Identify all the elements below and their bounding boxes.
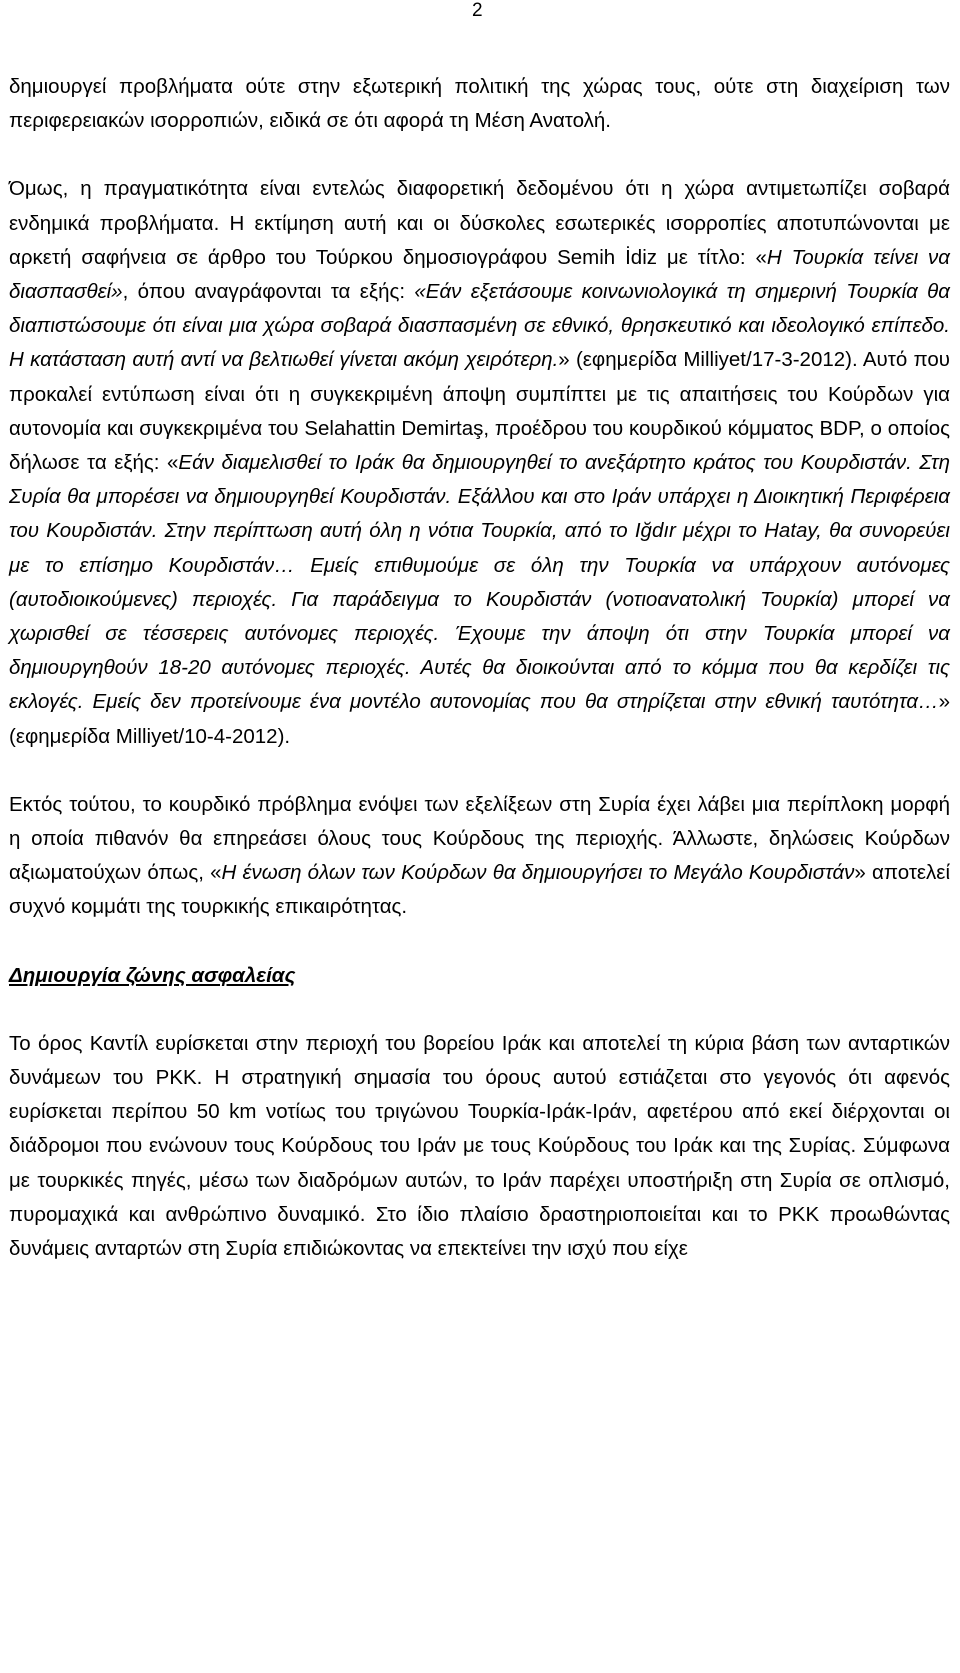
text-run: Όμως, η πραγματικότητα είναι εντελώς διαφορετική δεδομένου ότι η χώρα αντιμετωπίζει σοβαρά ενδημικά προβλήματα. Η εκτίμηση αυτή και οι δύσκολες εσωτερικές ισορροπίες αποτυπώνονται με αρκετή σαφήνεια σε άρθρο του Τούρκου δημοσιογράφου Semih İdiz με τίτλο: « bbox=[9, 177, 950, 269]
italic-quote-text: «Εάν εξετάσουμε κοινωνιολογικά τη σημερινή Τουρκία θα διαπιστώσουμε ότι είναι μια χώρα σοβαρά διασπασμένη σε εθνικό, θρησκευτικό και ιδεολογικό επίπεδο. Η κατάσταση αυτή αντί να βελτιωθεί γίνεται ακόμη χειρότερη. bbox=[9, 280, 950, 372]
italic-quote-text: Η ένωση όλων των Κούρδων θα δημιουργήσει το Μεγάλο Κουρδιστάν bbox=[221, 861, 855, 885]
text-run: » (εφημερίδα Milliyet/10-4-2012). bbox=[9, 690, 950, 748]
text-run: » (εφημερίδα Milliyet/17-3-2012). Αυτό που προκαλεί εντύπωση είναι ότι η συγκεκριμένη άποψη συμπίπτει με τις απαιτήσεις του Κούρδων για αυτονομία και συγκεκριμένα του Selahattin Demirtaş, προέδρου του κουρδικού κόμματος BDP, ο οποίος δήλωσε τα εξής: « bbox=[9, 348, 950, 475]
paragraph bbox=[9, 70, 950, 138]
text-run: Εκτός τούτου, το κουρδικό πρόβλημα ενόψει των εξελίξεων στη Συρία έχει λάβει μια περίπλοκη μορφή η οποία πιθανόν θα επηρεάσει όλους τους Κούρδους της περιοχής. Άλλωστε, δηλώσεις Κούρδων αξιωματούχων όπως, « bbox=[9, 792, 950, 885]
text-run: Το όρος Καντίλ ευρίσκεται στην περιοχή του βορείου Ιράκ και αποτελεί τη κύρια βάση των ανταρτικών δυνάμεων του PKK. Η στρατηγική σημασία του όρους αυτού εστιάζεται στο γεγονός ότι αφενός ευρίσκεται περίπου 50 km νοτίως του τριγώνου Τουρκία-Ιράκ-Ιράν, αφετέρου από εκεί διέρχονται οι διάδρομοι που ενώνουν τους Κούρδους του Ιράν με τους Κούρδους του Ιράκ και της Συρίας. Σύμφωνα με τουρκικές πηγές, μέσω των διαδρόμων αυτών, το Ιράν παρέχει υποστήριξη στη Συρία σε οπλισμό, πυρομαχικά και ανθρώπινο δυναμικό. Στο ίδιο πλαίσιο δραστηριοποιείται και το PKK προωθώντας δυνάμεις ανταρτών στη Συρία επιδιώκοντας να επεκτείνει την ισχύ που είχε bbox=[9, 1031, 950, 1261]
paragraph bbox=[9, 788, 950, 925]
text-run: » αποτελεί συχνό κομμάτι της τουρκικής επικαιρότητας. bbox=[9, 861, 950, 919]
page-number: 2 bbox=[472, 0, 483, 21]
section-heading: Δημιουργία ζώνης ασφαλείας bbox=[9, 963, 296, 987]
text-run: , όπου αναγράφονται τα εξής: bbox=[122, 280, 415, 304]
italic-quote-text: Η Τουρκία τείνει να διασπασθεί» bbox=[9, 245, 950, 304]
paragraph bbox=[9, 172, 950, 753]
paragraph bbox=[9, 1027, 950, 1266]
italic-quote-text: Εάν διαμελισθεί το Ιράκ θα δημιουργηθεί το ανεξάρτητο κράτος του Κουρδιστάν. Στη Συρία θα μπορέσει να δημιουργηθεί Κουρδιστάν. Εξάλλου και στο Ιράν υπάρχει η Διοικητική Περιφέρεια του Κουρδιστάν. Στην περίπτωση αυτή όλη η νότια Τουρκία, από το Iğdır μέχρι το Hatay, θα συνορεύει με το επίσημο Κουρδιστάν… Εμείς επιθυμούμε σε όλη την Τουρκία να υπάρχουν αυτόνομες (αυτοδιοικούμενες) περιοχές. Για παράδειγμα το Κουρδιστάν (νοτιοανατολική Τουρκία) μπορεί να χωρισθεί σε τέσσερεις αυτόνομες περιοχές. Έχουμε την άποψη ότι στην Τουρκία μπορεί να δημιουργηθούν 18-20 αυτόνομες περιοχές. Αυτές θα διοικούνται από το κόμμα που θα κερδίζει τις εκλογές. Εμείς δεν προτείνουμε ένα μοντέλο αυτονομίας που θα στηρίζεται στην εθνική ταυτότητα… bbox=[9, 451, 950, 714]
document-body bbox=[9, 70, 950, 1266]
text-run: δημιουργεί προβλήματα ούτε στην εξωτερική πολιτική της χώρας τους, ούτε στη διαχείριση των περιφερειακών ισορροπιών, ειδικά σε ότι αφορά τη Μέση Ανατολή. bbox=[9, 75, 950, 133]
